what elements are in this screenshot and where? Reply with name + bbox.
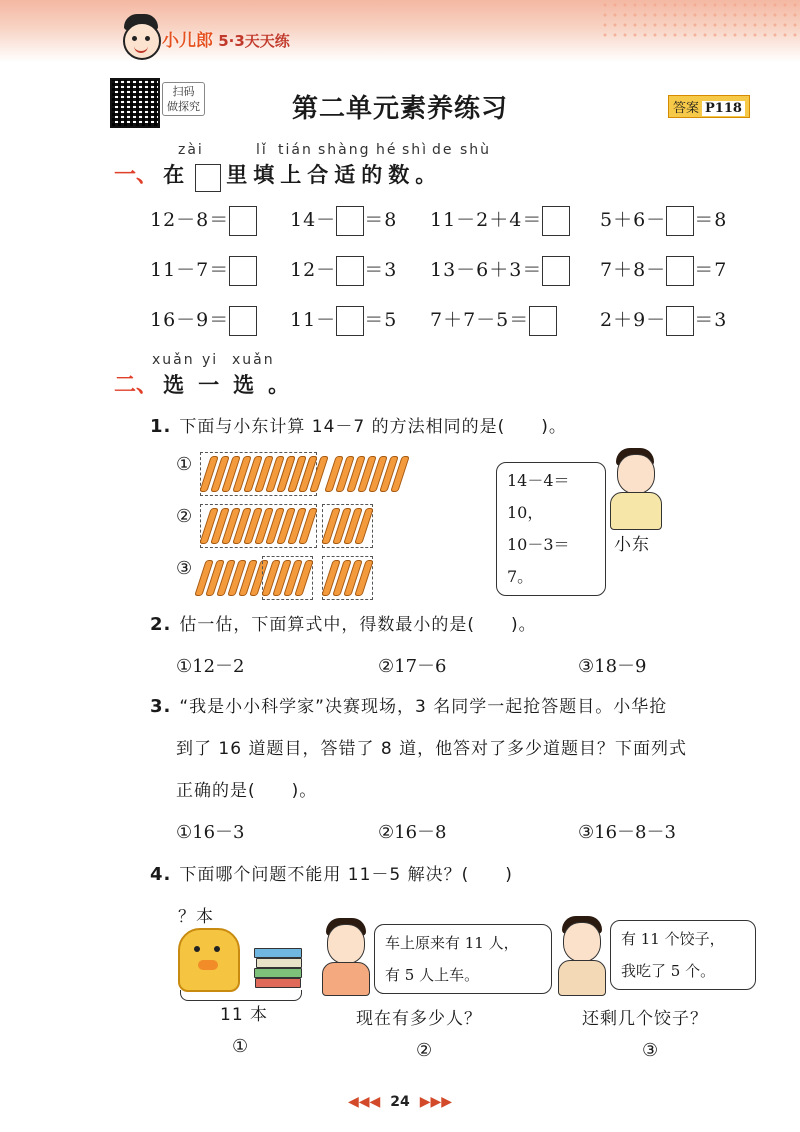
- equation-6: 12－ ＝3: [290, 255, 397, 286]
- answer-box[interactable]: [229, 206, 257, 236]
- page-title: 第二单元素养练习: [291, 94, 508, 124]
- pinyin-shu: shù: [460, 142, 492, 158]
- q4-option-2[interactable]: ②: [416, 1040, 433, 1061]
- equation-10: 11－ ＝5: [290, 305, 397, 336]
- pic3-speech-bubble: [610, 920, 756, 990]
- equation-12: 2＋9－ ＝3: [600, 305, 727, 336]
- equation-4: 5＋6－ ＝8: [600, 205, 727, 236]
- question-1-number: 1.: [150, 416, 172, 437]
- q1-sticks-group-a2: [200, 504, 317, 548]
- q3-option-1[interactable]: ①16－3: [176, 822, 245, 843]
- q2-option-2[interactable]: ②17－6: [378, 656, 447, 677]
- q2-option-3[interactable]: ③18－9: [578, 656, 647, 677]
- equation-9: 16－9＝: [150, 305, 257, 336]
- q4-option-1[interactable]: ①: [232, 1036, 249, 1057]
- prev-arrows-icon: ◀◀◀: [347, 1094, 381, 1110]
- page-number: 24: [390, 1094, 410, 1110]
- pic1-unknown-count: ？本: [178, 907, 214, 927]
- pic2-line-2: 有 5 人上车。: [385, 966, 480, 984]
- answer-box[interactable]: [229, 256, 257, 286]
- answer-box[interactable]: [336, 256, 364, 286]
- pic2-speech-bubble: [374, 924, 552, 994]
- pic2-line-1: 车上原来有 11 人，: [385, 934, 519, 952]
- q1-sticks-extra-a1: [282, 456, 323, 492]
- equation-7: 13－6＋3＝: [430, 255, 570, 286]
- bubble-line-1: 14－4＝10，: [507, 471, 570, 522]
- boy-figure-3: [556, 916, 608, 996]
- question-3: [150, 692, 667, 717]
- xiaodong-speech-bubble: [496, 462, 606, 596]
- pic2-caption: 现在有多少人？: [356, 1009, 482, 1029]
- pinyin-he: hé: [376, 142, 398, 158]
- question-2-text: 估一估，下面算式中，得数最小的是( )。: [179, 615, 537, 635]
- page-footer: [0, 1094, 800, 1110]
- q4-option-3[interactable]: ③: [642, 1040, 659, 1061]
- q1-sticks-group-b2: [322, 504, 373, 548]
- answer-box[interactable]: [542, 206, 570, 236]
- question-3-line-1: “我是小小科学家”决赛现场，3 名同学一起抢答题目。小华抢: [179, 697, 668, 717]
- question-4-number: 4.: [150, 864, 172, 885]
- pic3-line-2: 我吃了 5 个。: [621, 962, 716, 980]
- blank-box-example: [195, 164, 221, 192]
- pinyin-zai: zài: [178, 142, 204, 158]
- section1-number: 一、: [114, 163, 159, 188]
- answer-label: 答案: [673, 101, 700, 116]
- q1-marker-2[interactable]: ②: [176, 506, 193, 527]
- section1-text-a: 在: [163, 163, 191, 187]
- section2-text: 选一选。: [163, 373, 304, 397]
- question-4-text: 下面哪个问题不能用 11－5 解决？( ): [179, 865, 513, 885]
- next-arrows-icon: ▶▶▶: [419, 1094, 453, 1110]
- equation-2: 14－ ＝8: [290, 205, 397, 236]
- answer-page: P118: [702, 101, 745, 116]
- pinyin-shang: shàng: [318, 142, 371, 158]
- question-3-line-2: 到了 16 道题目，答错了 8 道，他答对了多少道题目？下面列式: [176, 739, 688, 759]
- q2-option-1[interactable]: ①12－2: [176, 656, 245, 677]
- pinyin-tian: tián: [278, 142, 313, 158]
- question-3-line-3: 正确的是( )。: [176, 781, 318, 801]
- section1-text-b: 里填上合适的数。: [226, 163, 443, 187]
- pic3-line-1: 有 11 个饺子，: [621, 930, 725, 948]
- pinyin-li: lǐ: [256, 142, 268, 158]
- q3-option-2[interactable]: ②16－8: [378, 822, 447, 843]
- answer-box[interactable]: [336, 206, 364, 236]
- backpack-icon: [178, 928, 240, 992]
- answer-box[interactable]: [666, 206, 694, 236]
- pinyin-shi: shì: [402, 142, 429, 158]
- section1-heading: [114, 158, 442, 192]
- answer-box[interactable]: [542, 256, 570, 286]
- answer-box[interactable]: [666, 306, 694, 336]
- question-1: [150, 412, 567, 437]
- scan-line-1: 扫码: [172, 85, 195, 98]
- answer-reference[interactable]: [668, 95, 750, 118]
- brand-name: 小儿郎: [162, 31, 213, 51]
- brand-series: 5·3天天练: [218, 32, 290, 50]
- character-name: 小东: [614, 535, 650, 555]
- question-3-number: 3.: [150, 696, 172, 717]
- pinyin-yi: yi: [202, 352, 219, 368]
- books-icon: [254, 948, 302, 988]
- bubble-line-2: 10－3＝7。: [507, 535, 570, 586]
- equation-8: 7＋8－ ＝7: [600, 255, 727, 286]
- q3-option-3[interactable]: ③16－8－3: [578, 822, 676, 843]
- pinyin-xuan-1: xuǎn: [152, 352, 195, 368]
- equation-5: 11－7＝: [150, 255, 257, 286]
- q1-marker-3[interactable]: ③: [176, 558, 193, 579]
- q1-marker-1[interactable]: ①: [176, 454, 193, 475]
- equation-3: 11－2＋4＝: [430, 205, 570, 236]
- question-1-text: 下面与小东计算 14－7 的方法相同的是( )。: [179, 417, 567, 437]
- answer-box[interactable]: [336, 306, 364, 336]
- section2-heading: [114, 368, 303, 399]
- q1-sticks-group-b3: [262, 556, 313, 600]
- brand-logo: [162, 26, 290, 51]
- answer-box[interactable]: [229, 306, 257, 336]
- pic1-total: 11 本: [220, 1005, 269, 1025]
- pic3-caption: 还剩几个饺子？: [582, 1009, 708, 1029]
- q1-sticks-b1: [330, 456, 404, 492]
- pinyin-de: de: [432, 142, 454, 158]
- question-2: [150, 610, 537, 635]
- equation-1: 12－8＝: [150, 205, 257, 236]
- answer-box[interactable]: [529, 306, 557, 336]
- section2-number: 二、: [114, 373, 159, 398]
- equation-11: 7＋7－5＝: [430, 305, 557, 336]
- boy-figure-2: [320, 918, 372, 996]
- pinyin-xuan-2: xuǎn: [232, 352, 275, 368]
- q1-sticks-a3: [200, 560, 263, 596]
- question-4: [150, 860, 513, 885]
- mascot-icon: [118, 14, 162, 60]
- answer-box[interactable]: [666, 256, 694, 286]
- xiaodong-figure: [600, 448, 670, 530]
- scan-line-2: 做探究: [167, 100, 200, 113]
- q1-sticks-group-c3: [322, 556, 373, 600]
- question-2-number: 2.: [150, 614, 172, 635]
